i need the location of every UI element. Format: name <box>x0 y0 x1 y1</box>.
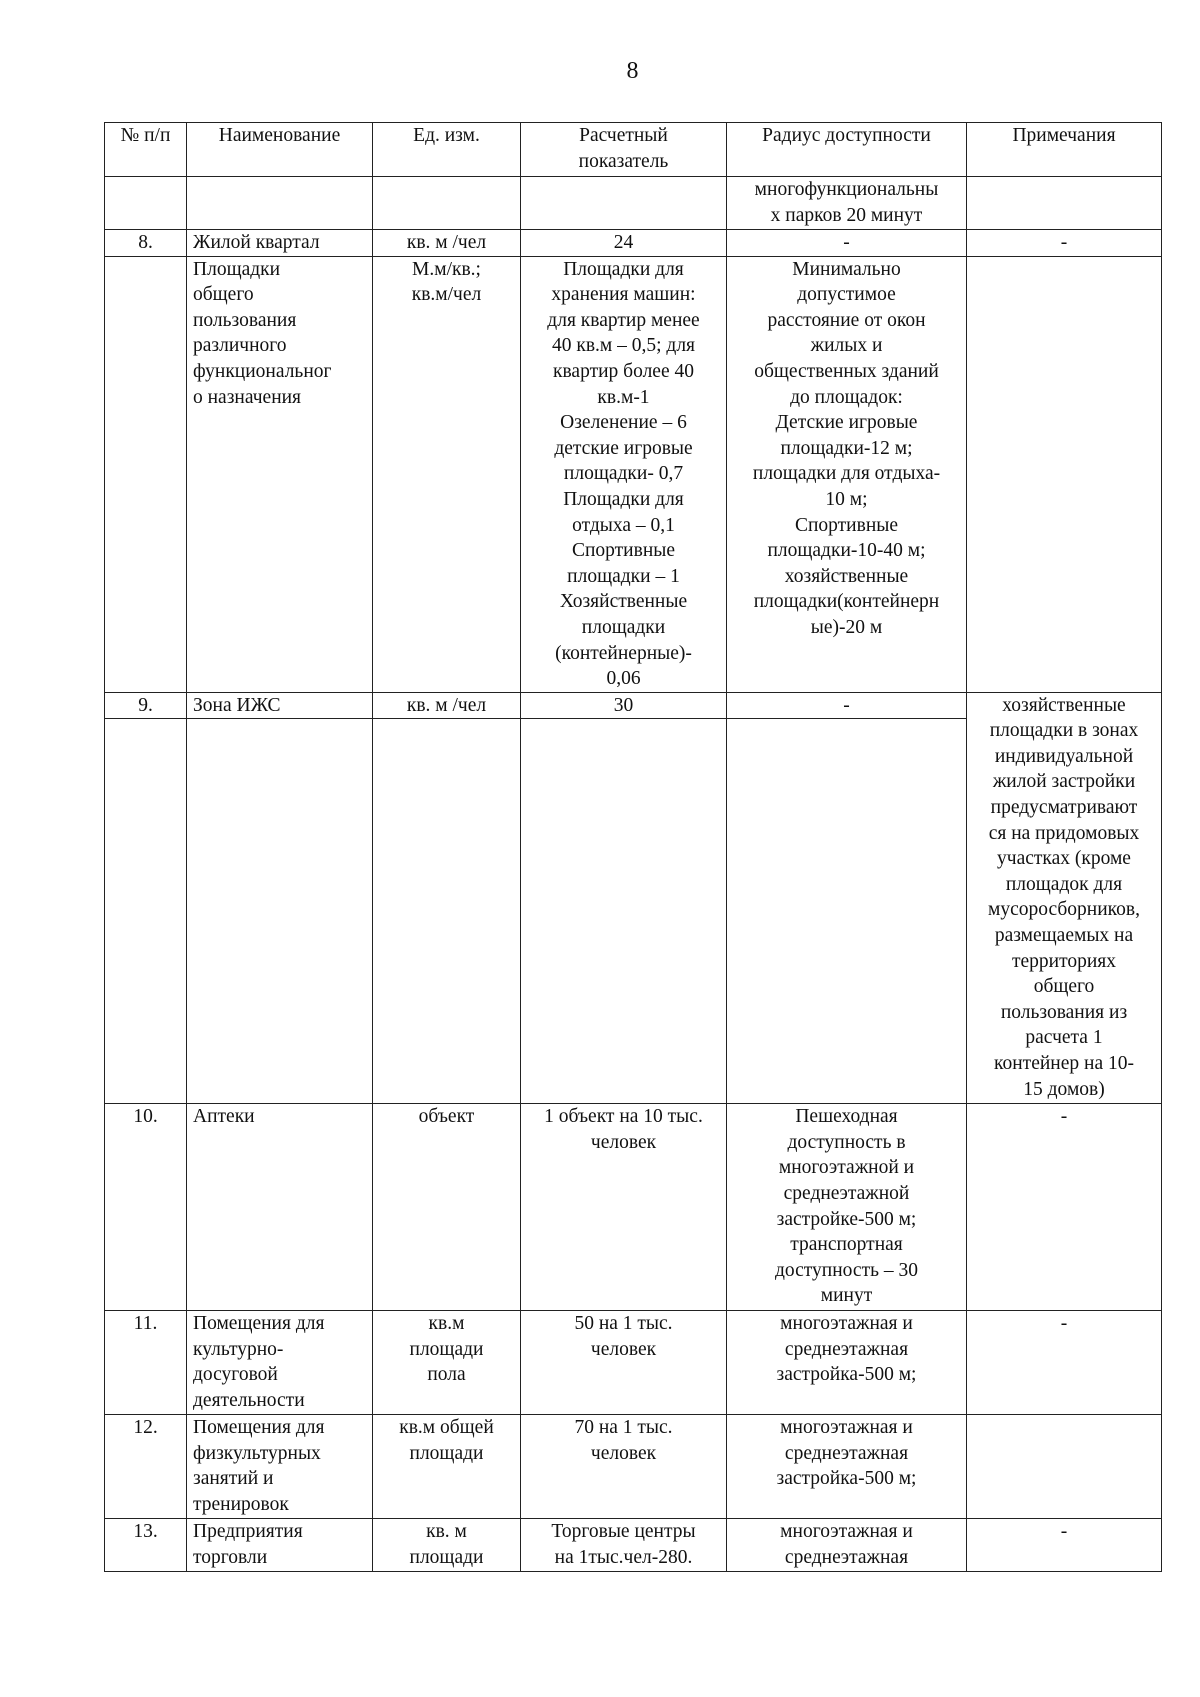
row-unit: М.м/кв.; кв.м/чел <box>373 256 521 692</box>
row-radius: многоэтажная и среднеэтажная <box>727 1519 967 1572</box>
table-row <box>105 177 1162 230</box>
empty-cell <box>105 719 187 1104</box>
row-radius: многофункциональны х парков 20 минут <box>727 177 967 230</box>
row-unit: кв. м /чел <box>373 230 521 257</box>
row-value <box>521 177 727 230</box>
row-name: Площадки общего пользования различного функциональног о назначения <box>187 256 373 692</box>
row-note: хозяйственные площадки в зонах индивидуальной жилой застройки предусматривают ся на придомовых участках (кроме площадок для мусоросборников, размещаемых на территориях общего пользования из расчета 1 контейнер на 10- 15 домов) <box>967 692 1162 1104</box>
table-row <box>105 1104 1162 1311</box>
empty-cell <box>727 719 967 1104</box>
header-value: Расчетный показатель <box>521 123 727 177</box>
row-name: Помещения для культурно- досуговой деятельности <box>187 1311 373 1415</box>
row-note: - <box>967 230 1162 257</box>
row-name: Предприятия торговли <box>187 1519 373 1572</box>
row-value: 70 на 1 тыс. человек <box>521 1415 727 1519</box>
row-num <box>105 256 187 692</box>
row-note: - <box>967 1104 1162 1311</box>
row-num: 9. <box>105 692 187 719</box>
row-value: 1 объект на 10 тыс. человек <box>521 1104 727 1311</box>
header-unit: Ед. изм. <box>373 123 521 177</box>
row-value: Площадки для хранения машин: для квартир менее 40 кв.м – 0,5; для квартир более 40 кв.м-1 Озеленение – 6 детские игровые площадки- 0,7 Площадки для отдыха – 0,1 Спортивные площадки – 1 Хозяйственные площадки (контейнерные)- 0,06 <box>521 256 727 692</box>
row-note: - <box>967 1519 1162 1572</box>
row-note <box>967 1415 1162 1519</box>
empty-cell <box>187 719 373 1104</box>
row-note: - <box>967 1311 1162 1415</box>
row-note <box>967 177 1162 230</box>
row-radius: многоэтажная и среднеэтажная застройка-500 м; <box>727 1415 967 1519</box>
row-name: Аптеки <box>187 1104 373 1311</box>
row-name: Помещения для физкультурных занятий и тренировок <box>187 1415 373 1519</box>
row-name: Жилой квартал <box>187 230 373 257</box>
header-name: Наименование <box>187 123 373 177</box>
row-unit: объект <box>373 1104 521 1311</box>
table-row <box>105 1415 1162 1519</box>
row-num: 12. <box>105 1415 187 1519</box>
row-value: 30 <box>521 692 727 719</box>
row-unit <box>373 177 521 230</box>
row-value: 24 <box>521 230 727 257</box>
row-num: 10. <box>105 1104 187 1311</box>
header-num: № п/п <box>105 123 187 177</box>
table-header-row <box>105 123 1162 177</box>
table-row <box>105 1311 1162 1415</box>
header-radius: Радиус доступности <box>727 123 967 177</box>
row-unit: кв.м площади пола <box>373 1311 521 1415</box>
row-radius: Пешеходная доступность в многоэтажной и среднеэтажной застройке-500 м; транспортная доступность – 30 минут <box>727 1104 967 1311</box>
row-radius: Минимально допустимое расстояние от окон жилых и общественных зданий до площадок: Детские игровые площадки-12 м; площадки для отдыха- 10 м; Спортивные площадки-10-40 м; хозяйственные площадки(контейнерн ые)-20 м <box>727 256 967 692</box>
header-note: Примечания <box>967 123 1162 177</box>
table-row <box>105 256 1162 692</box>
table-row <box>105 230 1162 257</box>
row-value: 50 на 1 тыс. человек <box>521 1311 727 1415</box>
row-value: Торговые центры на 1тыс.чел-280. <box>521 1519 727 1572</box>
row-num: 13. <box>105 1519 187 1572</box>
table-row <box>105 1519 1162 1572</box>
row-radius: - <box>727 230 967 257</box>
page-number: 8 <box>626 58 639 84</box>
row-num <box>105 177 187 230</box>
row-note <box>967 256 1162 692</box>
table-row <box>105 692 1162 719</box>
standards-table <box>104 122 1162 1572</box>
row-radius: - <box>727 692 967 719</box>
empty-cell <box>373 719 521 1104</box>
row-unit: кв.м общей площади <box>373 1415 521 1519</box>
row-radius: многоэтажная и среднеэтажная застройка-500 м; <box>727 1311 967 1415</box>
row-name <box>187 177 373 230</box>
row-unit: кв. м /чел <box>373 692 521 719</box>
empty-cell <box>521 719 727 1104</box>
row-unit: кв. м площади <box>373 1519 521 1572</box>
row-num: 11. <box>105 1311 187 1415</box>
row-num: 8. <box>105 230 187 257</box>
row-name: Зона ИЖС <box>187 692 373 719</box>
